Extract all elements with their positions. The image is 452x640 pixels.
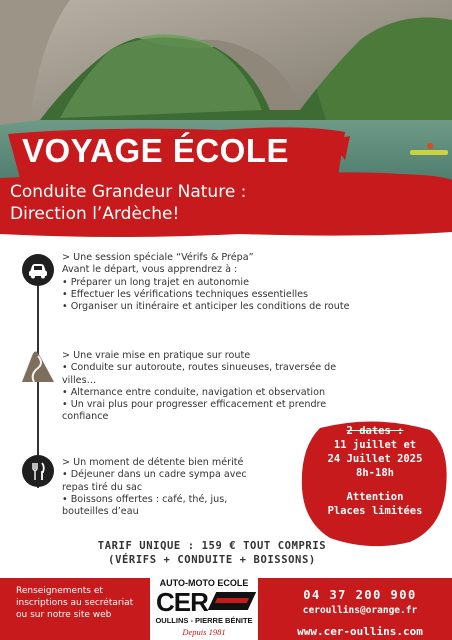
limited-places-label: Places limitées (327, 505, 423, 517)
section-1-line: • Organiser un itinéraire et anticiper les conditions de route (62, 301, 350, 313)
subtitle-line-1: Conduite Grandeur Nature : (10, 182, 247, 202)
email-link[interactable]: ceroullins@orange.fr (302, 605, 418, 616)
section-1-line: > Une session spéciale “Vérifs & Prépa” (62, 252, 254, 263)
attention-label: Attention (346, 491, 404, 503)
section-3-line: > Un moment de détente bien mérité (62, 457, 244, 468)
footer-contact (270, 588, 450, 638)
dates-text (300, 424, 450, 518)
logo-cer-text: CER (156, 587, 208, 617)
car-icon (22, 254, 54, 286)
section-2-line: • Alternance entre conduite, navigation et observation (62, 386, 326, 398)
section-1-line: • Effectuer les vérifications techniques essentielles (62, 288, 309, 300)
section-1-line: • Préparer un long trajet en autonomie (62, 276, 249, 288)
page-title: VOYAGE ÉCOLE (22, 132, 290, 169)
logo-mark (156, 587, 252, 617)
dates-hours: 8h-18h (356, 467, 394, 479)
section-2-line: > Une vraie mise en pratique sur route (62, 350, 251, 361)
footer-info-line: Renseignements et (16, 586, 103, 596)
section-3-line: bouteilles d’eau (62, 506, 139, 518)
logo-since: Depuis 1981 (182, 627, 226, 637)
price-line: TARIF UNIQUE : 159 € TOUT COMPRIS (97, 540, 327, 552)
footer-info (16, 585, 146, 621)
fork-knife-icon (22, 455, 54, 487)
section-3-line: repas tiré du sac (62, 481, 143, 493)
section-verifs-prepa (62, 252, 392, 313)
logo-stripe-red (215, 598, 249, 603)
section-2-line: villes… (62, 374, 97, 386)
winding-road-icon (20, 346, 56, 382)
price-details: (VÉRIFS + CONDUITE + BOISSONS) (108, 554, 316, 566)
subtitle (10, 181, 246, 225)
dates-strike: 2 dates : (346, 425, 404, 437)
logo-top-text: AUTO-MOTO ECOLE (159, 578, 249, 588)
footer-info-line: ou sur notre site web (16, 610, 112, 620)
website-link[interactable]: www.cer-oullins.com (297, 625, 423, 638)
footer-info-line: inscriptions au secrétariat (16, 598, 134, 608)
phone-number[interactable]: 04 37 200 900 (303, 588, 417, 602)
dates-line-1: 11 juillet et (333, 439, 417, 451)
section-3-line: • Boissons offertes : café, thé, jus, (62, 493, 228, 505)
section-3-line: • Déjeuner dans un cadre sympa avec (62, 469, 247, 481)
dates-line-2: 24 Juillet 2025 (327, 453, 423, 465)
section-1-line: Avant le départ, vous apprendrez à : (62, 264, 238, 276)
section-2-line: • Conduite sur autoroute, routes sinueuses, traversée de (62, 362, 337, 374)
cer-logo (150, 574, 258, 640)
section-pratique-route (62, 350, 392, 424)
price-block (62, 539, 362, 567)
section-2-line: confiance (62, 411, 109, 423)
subtitle-line-2: Direction l’Ardèche! (10, 204, 180, 224)
section-2-line: • Un vrai plus pour progresser efficacement et prendre (62, 399, 327, 411)
logo-location: OULLINS - PIERRE BÉNITE (155, 616, 253, 625)
